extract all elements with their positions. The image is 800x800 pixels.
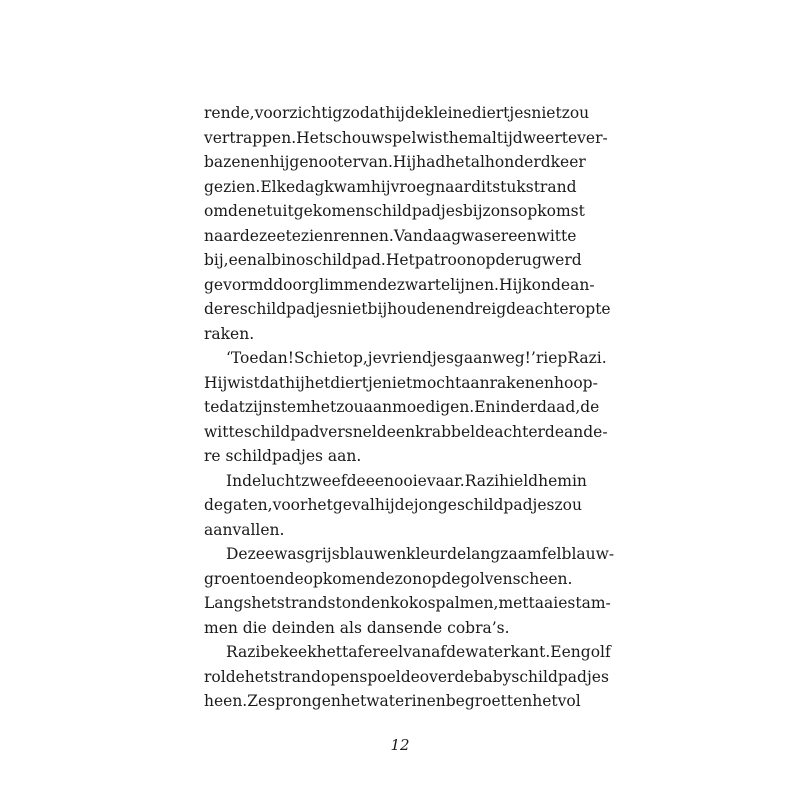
text-line: dere schildpadjes niet bijhouden en dreigde achterop te: [204, 300, 611, 318]
text-line: Hij wist dat hij het diertje niet mocht aanraken en hoop-: [204, 373, 598, 392]
text-line: In de lucht zweefde een ooievaar. Razi hield hem in: [226, 471, 587, 490]
text-line: gezien. Elke dag kwam hij vroeg naar dit stuk strand: [204, 177, 577, 196]
text-line: men die deinden als dansende cobra’s.: [204, 618, 510, 637]
text-line: om de net uitgekomen schildpadjes bij zonsopkomst: [204, 202, 585, 220]
text-line: gevormd door glimmende zwarte lijnen. Hij kon de an-: [204, 275, 595, 294]
text-line: Razi bekeek het tafereel vanaf de waterkant. Een golf: [226, 643, 611, 661]
paragraph: [204, 346, 608, 469]
text-line: bij, een albinoschildpad. Het patroon op de rug werd: [204, 251, 582, 269]
text-line: heen. Ze sprongen het water in en begroetten het vol: [204, 692, 581, 710]
text-line: aanvallen.: [204, 520, 285, 539]
text-line: De zee was grijsblauw en kleurde langzaam fel blauw-: [226, 545, 615, 563]
text-line: ‘Toe dan! Schiet op, je vriendjes gaan weg!’ riep Razi.: [226, 349, 607, 367]
text-line: vertrappen. Het schouwspel wist hem altijd weer te ver-: [204, 128, 608, 147]
body-text: [204, 101, 615, 714]
text-line: groen toen de opkomende zon op de golven scheen.: [204, 569, 573, 588]
text-line: raken.: [204, 324, 255, 343]
text-line: bazen en hij genoot ervan. Hij had het al honderd keer: [204, 153, 586, 171]
text-line: te dat zijn stem het zou aanmoedigen. En inderdaad, de: [204, 398, 600, 416]
text-line: rolde het strand op en spoelde over de babyschildpadjes: [204, 667, 609, 686]
text-line: witte schildpad versnelde en krabbelde achter de ande-: [204, 422, 608, 441]
text-line: rende, voorzichtig zodat hij de kleine diertjes niet zou: [204, 104, 590, 122]
text-line: naar de zee te zien rennen. Vandaag was er een witte: [204, 226, 577, 245]
text-line: de gaten, voor het geval hij de jonge schildpadjes zou: [204, 496, 582, 514]
text-line: re schildpadjes aan.: [204, 447, 362, 465]
paragraph: [204, 640, 611, 714]
paragraph: [204, 469, 587, 543]
paragraph: [204, 542, 615, 640]
paragraph: [204, 101, 611, 346]
page-number: 12: [390, 736, 410, 754]
text-line: Langs het strand stonden kokospalmen, met taaie stam-: [204, 594, 611, 612]
